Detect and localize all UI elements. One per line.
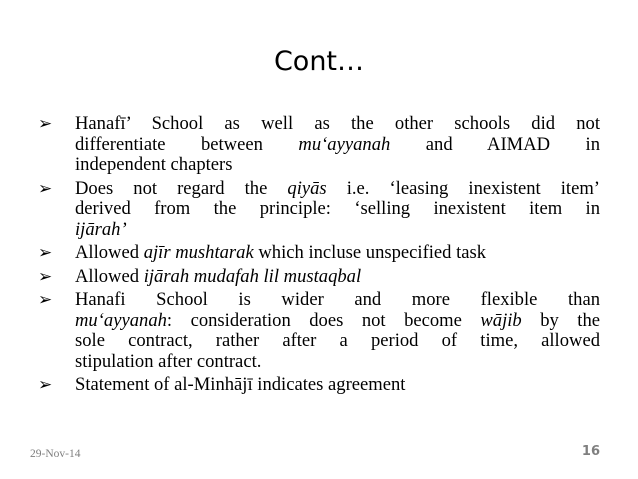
bullet-arrow-icon: ➢ xyxy=(38,266,53,287)
bullet-item xyxy=(38,179,600,241)
bullet-item xyxy=(38,375,600,396)
bullet-text: derived from the principle: ‘selling inexistent item in xyxy=(75,198,600,219)
bullet-item xyxy=(38,243,600,264)
bullet-line xyxy=(75,135,600,156)
footer-date: 29-Nov-14 xyxy=(30,448,81,460)
bullet-text: Hanafī’ School as well as the other schools did not xyxy=(75,113,600,134)
bullet-text: stipulation after contract. xyxy=(75,350,262,372)
bullet-line xyxy=(75,290,600,311)
bullet-text: Hanafi School is wider and more flexible than xyxy=(75,289,600,310)
bullet-text: Allowed xyxy=(75,242,144,263)
italic-term: wājib xyxy=(480,309,522,331)
bullet-text: Does not regard the xyxy=(75,177,288,199)
italic-term: ijārah mudafah lil mustaqbal xyxy=(143,265,362,287)
bullet-line xyxy=(75,199,600,220)
bullet-arrow-icon: ➢ xyxy=(38,375,53,395)
bullet-text: and AIMAD in xyxy=(390,133,600,155)
bullet-line xyxy=(75,352,600,373)
bullet-line xyxy=(75,311,600,332)
italic-term: ijārah’ xyxy=(75,218,127,240)
bullet-text: : consideration does not become xyxy=(166,309,481,331)
bullet-line xyxy=(75,220,600,241)
italic-term: mu‘ayyanah xyxy=(75,309,167,331)
bullet-text: differentiate between xyxy=(75,133,299,155)
bullet-line xyxy=(75,331,600,352)
bullet-text: i.e. ‘leasing inexistent item’ xyxy=(326,177,600,199)
bullet-arrow-icon: ➢ xyxy=(38,114,53,134)
italic-term: ajīr mushtarak xyxy=(143,242,254,263)
bullet-list xyxy=(38,114,600,399)
bullet-text: by the xyxy=(521,309,600,331)
bullet-line xyxy=(75,243,600,264)
bullet-item xyxy=(38,290,600,372)
bullet-line xyxy=(75,155,600,176)
italic-term: mu‘ayyanah xyxy=(298,133,391,155)
bullet-text: Statement of al-Minhājī indicates agreement xyxy=(75,374,406,395)
bullet-line xyxy=(75,267,600,288)
bullet-arrow-icon: ➢ xyxy=(38,243,53,263)
bullet-text: sole contract, rather after a period of time, allowed xyxy=(75,330,600,351)
bullet-line xyxy=(75,375,600,396)
italic-term: qiyās xyxy=(287,177,327,199)
bullet-item xyxy=(38,114,600,176)
slide-title: Cont… xyxy=(273,46,365,77)
bullet-arrow-icon: ➢ xyxy=(38,178,53,199)
bullet-line xyxy=(75,114,600,135)
bullet-item xyxy=(38,267,600,288)
bullet-line xyxy=(75,179,600,200)
page-number: 16 xyxy=(581,444,600,459)
bullet-text: which incluse unspecified task xyxy=(253,242,487,263)
bullet-text: Allowed xyxy=(75,265,144,287)
bullet-arrow-icon: ➢ xyxy=(38,290,53,310)
bullet-text: independent chapters xyxy=(75,154,233,175)
